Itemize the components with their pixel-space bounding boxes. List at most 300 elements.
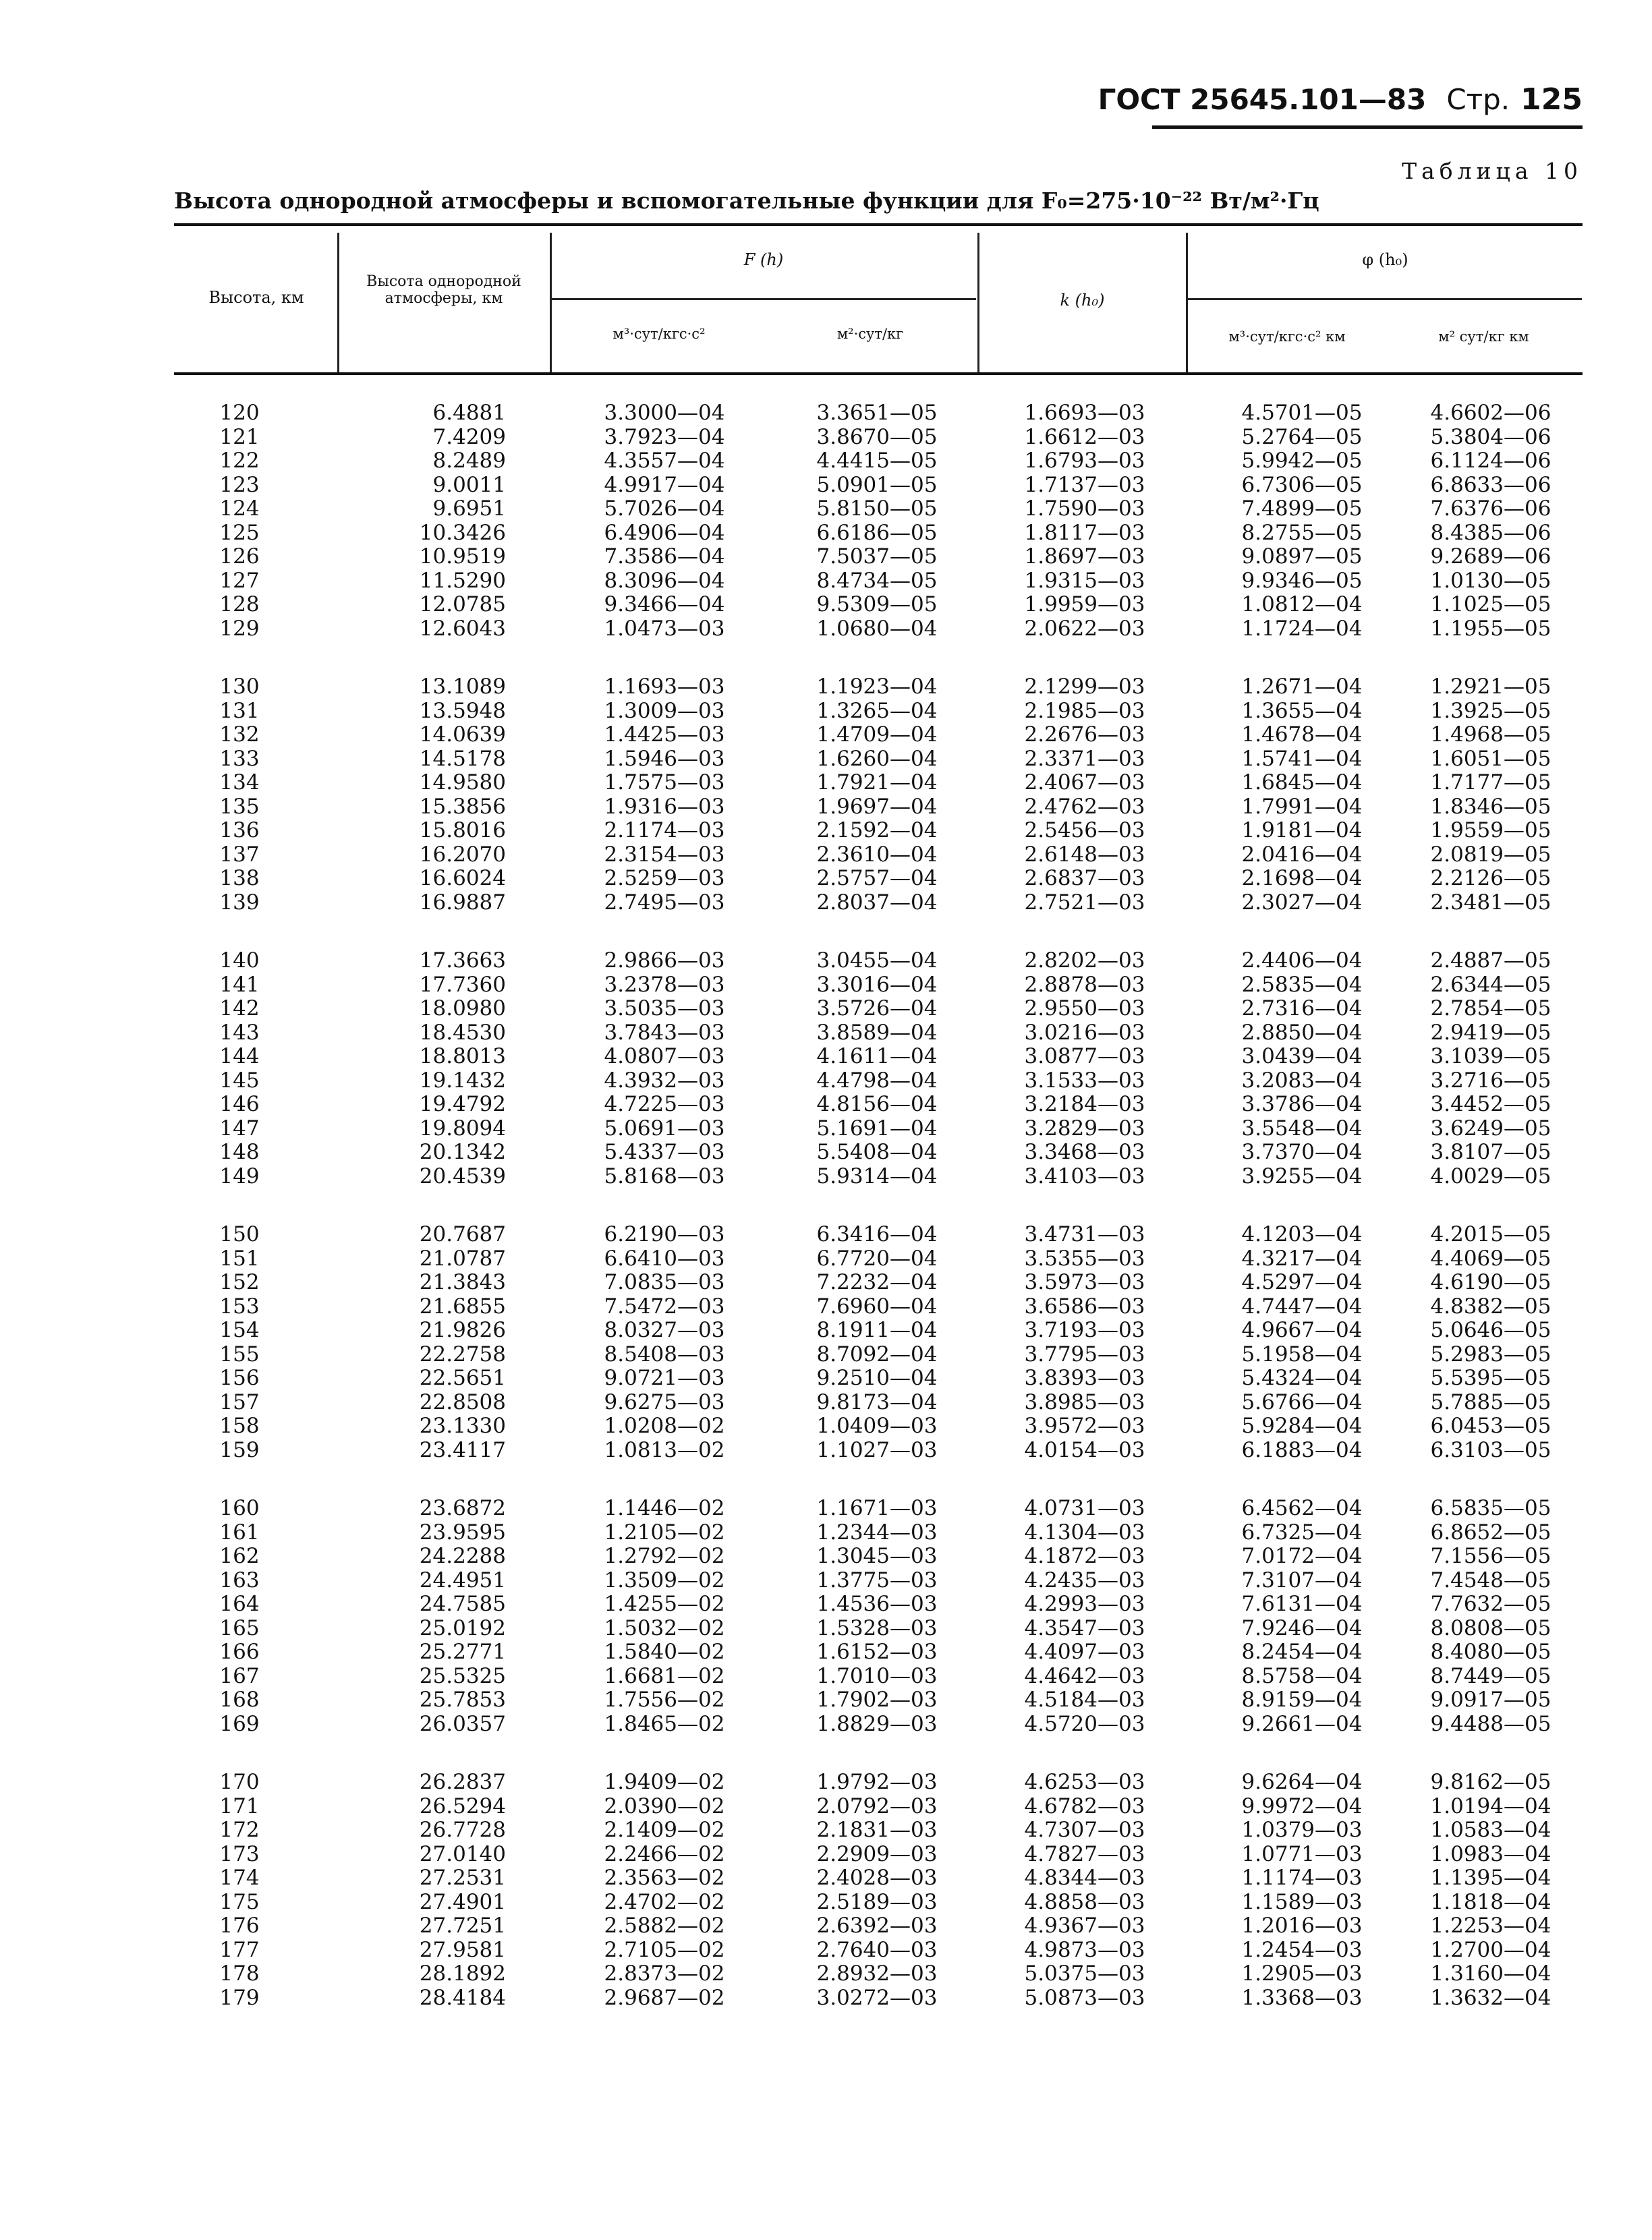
cell-altitude: 135: [219, 794, 260, 819]
cell-homogeneous-height: 27.9581: [419, 1937, 506, 1962]
cell-phi-1: 2.7316—04: [1241, 996, 1363, 1021]
cell-f-2: 8.7092—04: [816, 1342, 938, 1367]
cell-phi-2: 8.4385—06: [1430, 520, 1551, 545]
table-row: [0, 1497, 1652, 1520]
cell-homogeneous-height: 18.4530: [419, 1020, 506, 1045]
cell-phi-1: 5.9284—04: [1241, 1414, 1363, 1438]
cell-phi-1: 1.2454—03: [1241, 1937, 1363, 1962]
cell-phi-2: 1.2253—04: [1430, 1914, 1551, 1938]
cell-f-2: 6.6186—05: [816, 520, 938, 545]
cell-k: 4.9367—03: [1024, 1914, 1145, 1938]
cell-k: 2.5456—03: [1024, 818, 1145, 842]
cell-homogeneous-height: 20.4539: [419, 1164, 506, 1188]
cell-homogeneous-height: 12.0785: [419, 592, 506, 616]
table-row: [0, 949, 1652, 973]
cell-homogeneous-height: 15.3856: [419, 794, 506, 819]
cell-phi-1: 5.2764—05: [1241, 424, 1363, 449]
cell-phi-2: 7.1556—05: [1430, 1544, 1551, 1568]
cell-phi-2: 1.4968—05: [1430, 722, 1551, 747]
cell-altitude: 146: [219, 1092, 260, 1116]
cell-phi-2: 2.0819—05: [1430, 842, 1551, 867]
table-row: [0, 1914, 1652, 1938]
cell-phi-2: 9.0917—05: [1430, 1688, 1551, 1712]
cell-f-1: 4.0807—03: [604, 1044, 725, 1068]
cell-homogeneous-height: 6.4881: [432, 401, 506, 425]
cell-phi-2: 1.3160—04: [1430, 1961, 1551, 1986]
cell-phi-1: 7.0172—04: [1241, 1544, 1363, 1568]
cell-phi-1: 5.9942—05: [1241, 449, 1363, 473]
table-row: [0, 1592, 1652, 1616]
cell-k: 3.5355—03: [1024, 1246, 1145, 1271]
cell-f-2: 3.8589—04: [816, 1020, 938, 1045]
table-row: [0, 1986, 1652, 2010]
cell-phi-1: 3.5548—04: [1241, 1116, 1363, 1141]
cell-f-2: 9.2510—04: [816, 1366, 938, 1390]
cell-f-1: 1.7575—03: [604, 770, 725, 795]
cell-homogeneous-height: 16.6024: [419, 866, 506, 890]
table-row: [0, 997, 1652, 1021]
cell-altitude: 160: [219, 1496, 260, 1520]
cell-f-1: 1.5032—02: [604, 1615, 725, 1640]
cell-k: 1.9959—03: [1024, 592, 1145, 616]
cell-k: 1.6693—03: [1024, 401, 1145, 425]
cell-f-1: 2.1409—02: [604, 1818, 725, 1842]
cell-phi-2: 3.6249—05: [1430, 1116, 1551, 1141]
table-row: [0, 867, 1652, 890]
cell-f-1: 7.5472—03: [604, 1294, 725, 1319]
cell-f-1: 9.6275—03: [604, 1389, 725, 1414]
table-row: [0, 1165, 1652, 1188]
cell-altitude: 147: [219, 1116, 260, 1141]
cell-f-2: 7.6960—04: [816, 1294, 938, 1319]
cell-k: 3.8393—03: [1024, 1366, 1145, 1390]
cell-f-1: 1.4255—02: [604, 1592, 725, 1616]
cell-phi-2: 1.7177—05: [1430, 770, 1551, 795]
cell-homogeneous-height: 18.8013: [419, 1044, 506, 1068]
cell-f-2: 2.1831—03: [816, 1818, 938, 1842]
cell-altitude: 129: [219, 616, 260, 641]
cell-f-2: 2.8932—03: [816, 1961, 938, 1986]
cell-homogeneous-height: 17.3663: [419, 948, 506, 973]
cell-phi-1: 7.3107—04: [1241, 1568, 1363, 1592]
cell-f-1: 1.9316—03: [604, 794, 725, 819]
cell-phi-1: 9.9346—05: [1241, 568, 1363, 593]
cell-f-1: 1.0473—03: [604, 616, 725, 641]
cell-f-2: 1.0680—04: [816, 616, 938, 641]
cell-phi-2: 7.4548—05: [1430, 1568, 1551, 1592]
cell-altitude: 139: [219, 890, 260, 915]
cell-altitude: 172: [219, 1818, 260, 1842]
cell-phi-1: 1.3655—04: [1241, 698, 1363, 723]
cell-f-2: 4.4415—05: [816, 449, 938, 473]
cell-phi-1: 5.1958—04: [1241, 1342, 1363, 1367]
cell-homogeneous-height: 27.4901: [419, 1889, 506, 1914]
cell-homogeneous-height: 26.7728: [419, 1818, 506, 1842]
cell-phi-1: 3.9255—04: [1241, 1164, 1363, 1188]
cell-phi-2: 9.4488—05: [1430, 1711, 1551, 1736]
cell-phi-2: 8.0808—05: [1430, 1615, 1551, 1640]
cell-phi-1: 3.0439—04: [1241, 1044, 1363, 1068]
cell-phi-1: 4.9667—04: [1241, 1318, 1363, 1342]
cell-altitude: 120: [219, 401, 260, 425]
cell-f-1: 5.8168—03: [604, 1164, 725, 1188]
cell-altitude: 136: [219, 818, 260, 842]
cell-phi-2: 3.4452—05: [1430, 1092, 1551, 1116]
cell-k: 2.7521—03: [1024, 890, 1145, 915]
cell-altitude: 161: [219, 1520, 260, 1545]
cell-k: 4.2435—03: [1024, 1568, 1145, 1592]
cell-altitude: 162: [219, 1544, 260, 1568]
cell-f-2: 1.3045—03: [816, 1544, 938, 1568]
cell-f-1: 9.0721—03: [604, 1366, 725, 1390]
cell-f-2: 2.2909—03: [816, 1841, 938, 1866]
cell-f-2: 4.4798—04: [816, 1068, 938, 1093]
cell-f-1: 2.9866—03: [604, 948, 725, 973]
cell-phi-1: 2.3027—04: [1241, 890, 1363, 915]
cell-k: 2.1299—03: [1024, 674, 1145, 699]
cell-phi-1: 4.5701—05: [1241, 401, 1363, 425]
cell-homogeneous-height: 20.7687: [419, 1222, 506, 1246]
cell-phi-1: 7.4899—05: [1241, 496, 1363, 521]
cell-phi-1: 1.7991—04: [1241, 794, 1363, 819]
table-row: [0, 891, 1652, 915]
cell-f-1: 5.0691—03: [604, 1116, 725, 1141]
cell-f-2: 4.8156—04: [816, 1092, 938, 1116]
cell-f-1: 1.1446—02: [604, 1496, 725, 1520]
table-row: [0, 675, 1652, 699]
cell-f-2: 3.3651—05: [816, 401, 938, 425]
cell-homogeneous-height: 26.2837: [419, 1770, 506, 1794]
cell-f-2: 8.1911—04: [816, 1318, 938, 1342]
cell-altitude: 142: [219, 996, 260, 1021]
cell-k: 4.2993—03: [1024, 1592, 1145, 1616]
table-row: [0, 1141, 1652, 1164]
cell-phi-1: 2.1698—04: [1241, 866, 1363, 890]
cell-f-1: 4.3557—04: [604, 449, 725, 473]
cell-phi-2: 1.0130—05: [1430, 568, 1551, 593]
cell-f-2: 1.7902—03: [816, 1688, 938, 1712]
cell-phi-1: 3.3786—04: [1241, 1092, 1363, 1116]
table-row: [0, 473, 1652, 497]
cell-altitude: 167: [219, 1663, 260, 1688]
cell-phi-1: 1.1724—04: [1241, 616, 1363, 641]
cell-phi-2: 1.8346—05: [1430, 794, 1551, 819]
cell-homogeneous-height: 7.4209: [432, 424, 506, 449]
table-row: [0, 1843, 1652, 1866]
cell-k: 3.8985—03: [1024, 1389, 1145, 1414]
cell-homogeneous-height: 20.1342: [419, 1140, 506, 1164]
table-row: [0, 1295, 1652, 1319]
cell-k: 1.9315—03: [1024, 568, 1145, 593]
cell-f-1: 2.1174—03: [604, 818, 725, 842]
cell-f-1: 2.8373—02: [604, 1961, 725, 1986]
cell-phi-1: 5.6766—04: [1241, 1389, 1363, 1414]
table-row: [0, 1069, 1652, 1093]
cell-f-2: 7.5037—05: [816, 544, 938, 569]
cell-f-2: 1.6260—04: [816, 746, 938, 771]
cell-homogeneous-height: 21.9826: [419, 1318, 506, 1342]
cell-homogeneous-height: 21.0787: [419, 1246, 506, 1271]
cell-f-1: 9.3466—04: [604, 592, 725, 616]
table-row: [0, 449, 1652, 473]
cell-f-1: 4.7225—03: [604, 1092, 725, 1116]
cell-altitude: 163: [219, 1568, 260, 1592]
cell-homogeneous-height: 26.5294: [419, 1793, 506, 1818]
cell-altitude: 133: [219, 746, 260, 771]
table-row: [0, 1771, 1652, 1794]
cell-k: 3.4103—03: [1024, 1164, 1145, 1188]
cell-phi-2: 4.4069—05: [1430, 1246, 1551, 1271]
cell-f-2: 1.2344—03: [816, 1520, 938, 1545]
cell-altitude: 168: [219, 1688, 260, 1712]
cell-altitude: 170: [219, 1770, 260, 1794]
cell-f-2: 2.4028—03: [816, 1866, 938, 1890]
cell-phi-1: 4.5297—04: [1241, 1270, 1363, 1294]
cell-phi-1: 7.9246—04: [1241, 1615, 1363, 1640]
cell-k: 4.4642—03: [1024, 1663, 1145, 1688]
cell-f-2: 7.2232—04: [816, 1270, 938, 1294]
cell-altitude: 164: [219, 1592, 260, 1616]
header-f: F (h): [743, 250, 784, 269]
cell-f-2: 1.7921—04: [816, 770, 938, 795]
cell-k: 4.9873—03: [1024, 1937, 1145, 1962]
cell-f-1: 1.1693—03: [604, 674, 725, 699]
cell-k: 4.6253—03: [1024, 1770, 1145, 1794]
cell-homogeneous-height: 11.5290: [419, 568, 506, 593]
cell-f-2: 2.5757—04: [816, 866, 938, 890]
cell-k: 3.1533—03: [1024, 1068, 1145, 1093]
cell-f-2: 6.3416—04: [816, 1222, 938, 1246]
cell-f-1: 3.3000—04: [604, 401, 725, 425]
cell-altitude: 178: [219, 1961, 260, 1986]
cell-k: 3.3468—03: [1024, 1140, 1145, 1164]
cell-phi-1: 6.1883—04: [1241, 1437, 1363, 1462]
cell-f-2: 4.1611—04: [816, 1044, 938, 1068]
cell-homogeneous-height: 22.5651: [419, 1366, 506, 1390]
table-row: [0, 1439, 1652, 1462]
cell-k: 2.3371—03: [1024, 746, 1145, 771]
cell-homogeneous-height: 21.6855: [419, 1294, 506, 1319]
cell-altitude: 143: [219, 1020, 260, 1045]
cell-f-2: 8.4734—05: [816, 568, 938, 593]
cell-f-2: 1.0409—03: [816, 1414, 938, 1438]
cell-f-1: 1.3509—02: [604, 1568, 725, 1592]
cell-f-2: 3.8670—05: [816, 424, 938, 449]
cell-k: 2.8878—03: [1024, 972, 1145, 997]
cell-phi-1: 3.7370—04: [1241, 1140, 1363, 1164]
cell-altitude: 128: [219, 592, 260, 616]
cell-homogeneous-height: 23.4117: [419, 1437, 506, 1462]
cell-altitude: 138: [219, 866, 260, 890]
cell-altitude: 159: [219, 1437, 260, 1462]
cell-f-1: 7.0835—03: [604, 1270, 725, 1294]
cell-f-2: 5.5408—04: [816, 1140, 938, 1164]
cell-f-1: 2.4702—02: [604, 1889, 725, 1914]
cell-k: 2.6148—03: [1024, 842, 1145, 867]
cell-phi-1: 1.0771—03: [1241, 1841, 1363, 1866]
table-row: [0, 1688, 1652, 1712]
table-row: [0, 497, 1652, 521]
table-row: [0, 747, 1652, 771]
cell-phi-1: 1.2016—03: [1241, 1914, 1363, 1938]
cell-f-2: 1.7010—03: [816, 1663, 938, 1688]
table-row: [0, 723, 1652, 747]
cell-f-2: 2.3610—04: [816, 842, 938, 867]
header-altitude: Высота, км: [208, 288, 304, 307]
cell-phi-2: 8.4080—05: [1430, 1640, 1551, 1664]
cell-phi-1: 4.7447—04: [1241, 1294, 1363, 1319]
cell-phi-1: 3.2083—04: [1241, 1068, 1363, 1093]
cell-homogeneous-height: 22.2758: [419, 1342, 506, 1367]
cell-k: 1.7137—03: [1024, 472, 1145, 497]
table-row: [0, 1045, 1652, 1068]
cell-k: 4.5184—03: [1024, 1688, 1145, 1712]
table-row: [0, 1617, 1652, 1640]
table-row: [0, 1414, 1652, 1438]
cell-homogeneous-height: 24.4951: [419, 1568, 506, 1592]
cell-altitude: 177: [219, 1937, 260, 1962]
table-row: [0, 1939, 1652, 1962]
cell-phi-2: 5.2983—05: [1430, 1342, 1551, 1367]
table-row: [0, 521, 1652, 545]
cell-altitude: 137: [219, 842, 260, 867]
cell-phi-1: 4.3217—04: [1241, 1246, 1363, 1271]
cell-altitude: 166: [219, 1640, 260, 1664]
cell-homogeneous-height: 26.0357: [419, 1711, 506, 1736]
cell-phi-2: 2.4887—05: [1430, 948, 1551, 973]
cell-k: 2.2676—03: [1024, 722, 1145, 747]
cell-f-2: 9.8173—04: [816, 1389, 938, 1414]
table-row: [0, 1521, 1652, 1545]
cell-f-2: 5.8150—05: [816, 496, 938, 521]
cell-phi-1: 1.2671—04: [1241, 674, 1363, 699]
cell-phi-1: 6.4562—04: [1241, 1496, 1363, 1520]
header-phi-unit-2: м² сут/кг км: [1438, 328, 1529, 345]
cell-altitude: 126: [219, 544, 260, 569]
cell-f-2: 1.5328—03: [816, 1615, 938, 1640]
cell-f-1: 3.2378—03: [604, 972, 725, 997]
cell-homogeneous-height: 8.2489: [432, 449, 506, 473]
cell-k: 3.7193—03: [1024, 1318, 1145, 1342]
cell-phi-1: 6.7306—05: [1241, 472, 1363, 497]
cell-homogeneous-height: 27.7251: [419, 1914, 506, 1938]
cell-phi-1: 1.5741—04: [1241, 746, 1363, 771]
cell-homogeneous-height: 9.6951: [432, 496, 506, 521]
cell-f-1: 4.3932—03: [604, 1068, 725, 1093]
cell-phi-2: 5.7885—05: [1430, 1389, 1551, 1414]
cell-f-2: 2.6392—03: [816, 1914, 938, 1938]
cell-phi-2: 1.6051—05: [1430, 746, 1551, 771]
cell-f-2: 3.0455—04: [816, 948, 938, 973]
cell-k: 1.8117—03: [1024, 520, 1145, 545]
cell-phi-1: 1.3368—03: [1241, 1985, 1363, 2010]
cell-f-2: 1.4709—04: [816, 722, 938, 747]
cell-altitude: 131: [219, 698, 260, 723]
cell-phi-2: 4.6602—06: [1430, 401, 1551, 425]
cell-f-1: 6.6410—03: [604, 1246, 725, 1271]
cell-k: 3.6586—03: [1024, 1294, 1145, 1319]
cell-k: 2.0622—03: [1024, 616, 1145, 641]
cell-f-1: 1.8465—02: [604, 1711, 725, 1736]
cell-phi-2: 9.2689—06: [1430, 544, 1551, 569]
cell-homogeneous-height: 21.3843: [419, 1270, 506, 1294]
table-label: Таблица 10: [1402, 158, 1583, 184]
cell-homogeneous-height: 19.8094: [419, 1116, 506, 1141]
table-row: [0, 1640, 1652, 1664]
cell-phi-2: 6.5835—05: [1430, 1496, 1551, 1520]
cell-homogeneous-height: 16.2070: [419, 842, 506, 867]
cell-phi-2: 1.2700—04: [1430, 1937, 1551, 1962]
cell-k: 3.9572—03: [1024, 1414, 1145, 1438]
cell-homogeneous-height: 14.5178: [419, 746, 506, 771]
cell-k: 3.2829—03: [1024, 1116, 1145, 1141]
cell-phi-2: 4.2015—05: [1430, 1222, 1551, 1246]
cell-altitude: 175: [219, 1889, 260, 1914]
cell-phi-1: 5.4324—04: [1241, 1366, 1363, 1390]
cell-altitude: 151: [219, 1246, 260, 1271]
cell-phi-1: 8.5758—04: [1241, 1663, 1363, 1688]
cell-k: 4.1872—03: [1024, 1544, 1145, 1568]
table-row: [0, 1343, 1652, 1367]
cell-phi-2: 1.0194—04: [1430, 1793, 1551, 1818]
cell-phi-1: 7.6131—04: [1241, 1592, 1363, 1616]
cell-f-1: 6.4906—04: [604, 520, 725, 545]
cell-f-2: 1.1027—03: [816, 1437, 938, 1462]
cell-phi-2: 5.5395—05: [1430, 1366, 1551, 1390]
cell-homogeneous-height: 16.9887: [419, 890, 506, 915]
cell-k: 4.6782—03: [1024, 1793, 1145, 1818]
cell-f-1: 8.5408—03: [604, 1342, 725, 1367]
cell-f-2: 5.9314—04: [816, 1164, 938, 1188]
cell-k: 2.6837—03: [1024, 866, 1145, 890]
cell-phi-1: 9.6264—04: [1241, 1770, 1363, 1794]
cell-altitude: 148: [219, 1140, 260, 1164]
cell-homogeneous-height: 27.2531: [419, 1866, 506, 1890]
cell-f-1: 1.2792—02: [604, 1544, 725, 1568]
cell-k: 2.4762—03: [1024, 794, 1145, 819]
table-row: [0, 819, 1652, 842]
cell-k: 1.7590—03: [1024, 496, 1145, 521]
cell-altitude: 122: [219, 449, 260, 473]
cell-altitude: 134: [219, 770, 260, 795]
cell-altitude: 155: [219, 1342, 260, 1367]
cell-k: 3.0877—03: [1024, 1044, 1145, 1068]
header-f-unit-1: м³·сут/кгс·с²: [613, 326, 706, 342]
cell-altitude: 124: [219, 496, 260, 521]
cell-f-1: 3.7923—04: [604, 424, 725, 449]
cell-homogeneous-height: 23.1330: [419, 1414, 506, 1438]
cell-phi-1: 1.0379—03: [1241, 1818, 1363, 1842]
cell-homogeneous-height: 22.8508: [419, 1389, 506, 1414]
page-number: 125: [1520, 82, 1583, 117]
cell-altitude: 132: [219, 722, 260, 747]
cell-phi-2: 1.0983—04: [1430, 1841, 1551, 1866]
table-row: [0, 1866, 1652, 1890]
cell-f-2: 1.1923—04: [816, 674, 938, 699]
cell-phi-2: 2.2126—05: [1430, 866, 1551, 890]
cell-homogeneous-height: 23.9595: [419, 1520, 506, 1545]
cell-f-1: 1.7556—02: [604, 1688, 725, 1712]
cell-homogeneous-height: 9.0011: [432, 472, 506, 497]
cell-altitude: 127: [219, 568, 260, 593]
cell-f-1: 2.0390—02: [604, 1793, 725, 1818]
cell-f-2: 2.0792—03: [816, 1793, 938, 1818]
cell-f-2: 1.9792—03: [816, 1770, 938, 1794]
cell-homogeneous-height: 25.0192: [419, 1615, 506, 1640]
cell-altitude: 158: [219, 1414, 260, 1438]
table-row: [0, 1271, 1652, 1294]
cell-phi-2: 3.1039—05: [1430, 1044, 1551, 1068]
